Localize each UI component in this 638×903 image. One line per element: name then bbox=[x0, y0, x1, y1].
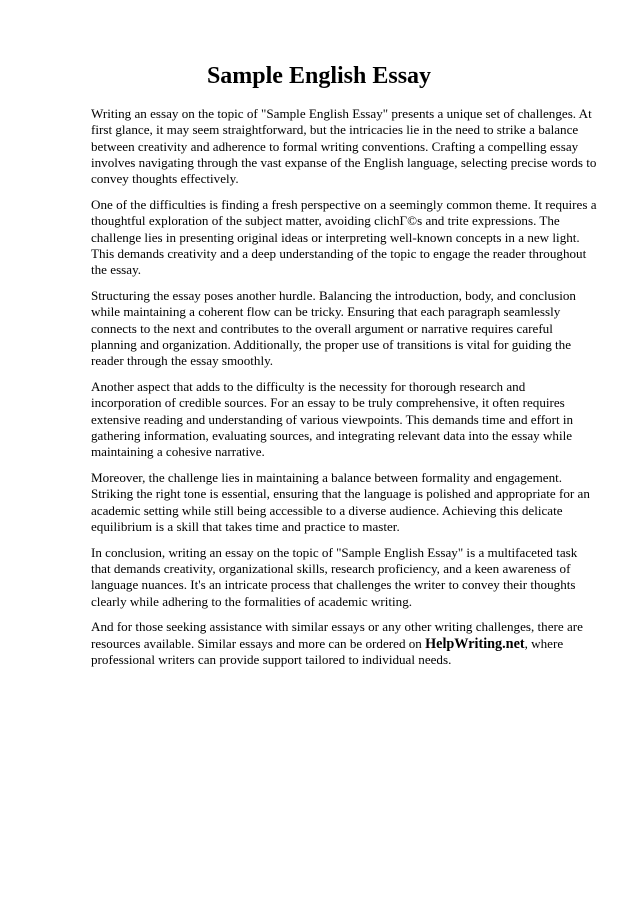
paragraph-6: In conclusion, writing an essay on the topic of "Sample English Essay" is a multifaceted task that demands creativity, organizational skills, research proficiency, and a keen awareness of language nuances. It's an intricate process that challenges the writer to convey their thoughts clearly while adhering to the formalities of academic writing. bbox=[91, 544, 578, 609]
paragraph-4: Another aspect that adds to the difficulty is the necessity for thorough research and incorporation of credible sources. For an essay to be truly comprehensive, it often requires extensive reading and understanding of various viewpoints. This demands time and effort in gathering information, evaluating sources, and integrating relevant data into the essay while maintaining a cohesive narrative. bbox=[91, 378, 574, 460]
paragraph-1: Writing an essay on the topic of "Sample English Essay" presents a unique set of challenges. At first glance, it may seem straightforward, but the intricacies lie in the need to strike a balance between creativity and adherence to formal writing conventions. Crafting a compelling essay involves navigating through the vast expanse of the English language, selecting precise words to convey thoughts effectively. bbox=[91, 106, 597, 187]
closing-text-before-link: And for those seeking assistance with similar essays or any other writing challenges, there are resources available. Similar essays and more can be ordered on bbox=[91, 619, 583, 651]
paragraph-3: Structuring the essay poses another hurdle. Balancing the introduction, body, and conclusion while maintaining a coherent flow can be tricky. Ensuring that each paragraph seamlessly connects to the next and contributes to the overall argument or narrative requires careful planning and organization. Additionally, the proper use of transitions is vital for guiding the reader through the essay smoothly. bbox=[91, 287, 576, 369]
closing-paragraph bbox=[91, 619, 599, 668]
paragraph-5: Moreover, the challenge lies in maintaining a balance between formality and engagement. Striking the right tone is essential, ensuring that the language is polished and appropriate for an academic setting while still being accessible to a diverse audience. Achieving this delicate equilibrium is a skill that takes time and practice to master. bbox=[91, 469, 590, 534]
paragraph-2: One of the difficulties is finding a fresh perspective on a seemingly common theme. It requires a thoughtful exploration of the subject matter, avoiding clichГ©s and trite expressions. The challenge lies in presenting original ideas or interpreting well-known concepts in a new light. This demands creativity and a deep understanding of the topic to engage the reader throughout the essay. bbox=[91, 196, 597, 278]
document-title: Sample English Essay bbox=[206, 63, 432, 89]
closing-text-after-link: , where professional writers can provide support tailored to individual needs. bbox=[91, 635, 564, 667]
document-body bbox=[91, 106, 599, 678]
helpwriting-link[interactable]: HelpWriting.net bbox=[425, 635, 525, 652]
